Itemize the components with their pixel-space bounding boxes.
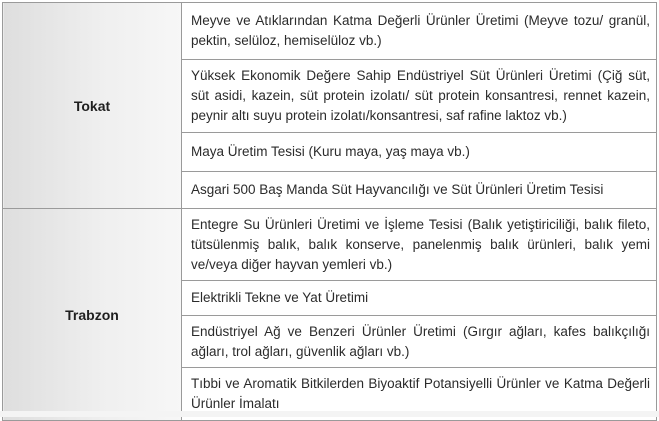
project-cell: Meyve ve Atıklarından Katma Değerli Ürünler Üretimi (Meyve tozu/ granül, pektin, selüloz, hemiselüloz vb.): [182, 3, 657, 60]
project-cell: Elektrikli Tekne ve Yat Üretimi: [182, 281, 657, 316]
table-row: [3, 209, 657, 281]
city-cell-tokat: Tokat: [3, 3, 182, 209]
table-row: [3, 3, 657, 60]
project-cell: Entegre Su Ürünleri Üretimi ve İşleme Tesisi (Balık yetiştiriciliği, balık fileto, tütsülenmiş balık, balık konserve, panelenmiş balık ürünleri, balık yemi ve/veya diğer hayvan yemleri vb.): [182, 209, 657, 281]
page-bottom-edge: [0, 411, 659, 417]
project-cell: Tıbbi ve Aromatik Bitkilerden Biyoaktif Potansiyelli Ürünler ve Katma Değerli Ürünler İmalatı: [182, 368, 657, 421]
project-cell: Yüksek Ekonomik Değere Sahip Endüstriyel Süt Ürünleri Üretimi (Çiğ süt, süt asidi, kazein, süt protein izolatı/ süt protein konsantresi, rennet kazein, peynir altı suyu protein izolatı/konsantresi, saf rafine laktoz vb.): [182, 60, 657, 133]
project-cell: Maya Üretim Tesisi (Kuru maya, yaş maya vb.): [182, 133, 657, 172]
city-cell-trabzon: Trabzon: [3, 209, 182, 421]
project-cell: Endüstriyel Ağ ve Benzeri Ürünler Üretimi (Gırgır ağları, kafes balıkçılığı ağları, trol ağları, güvenlik ağları vb.): [182, 316, 657, 368]
investment-table: [2, 2, 657, 421]
project-cell: Asgari 500 Baş Manda Süt Hayvancılığı ve Süt Ürünleri Üretim Tesisi: [182, 172, 657, 209]
